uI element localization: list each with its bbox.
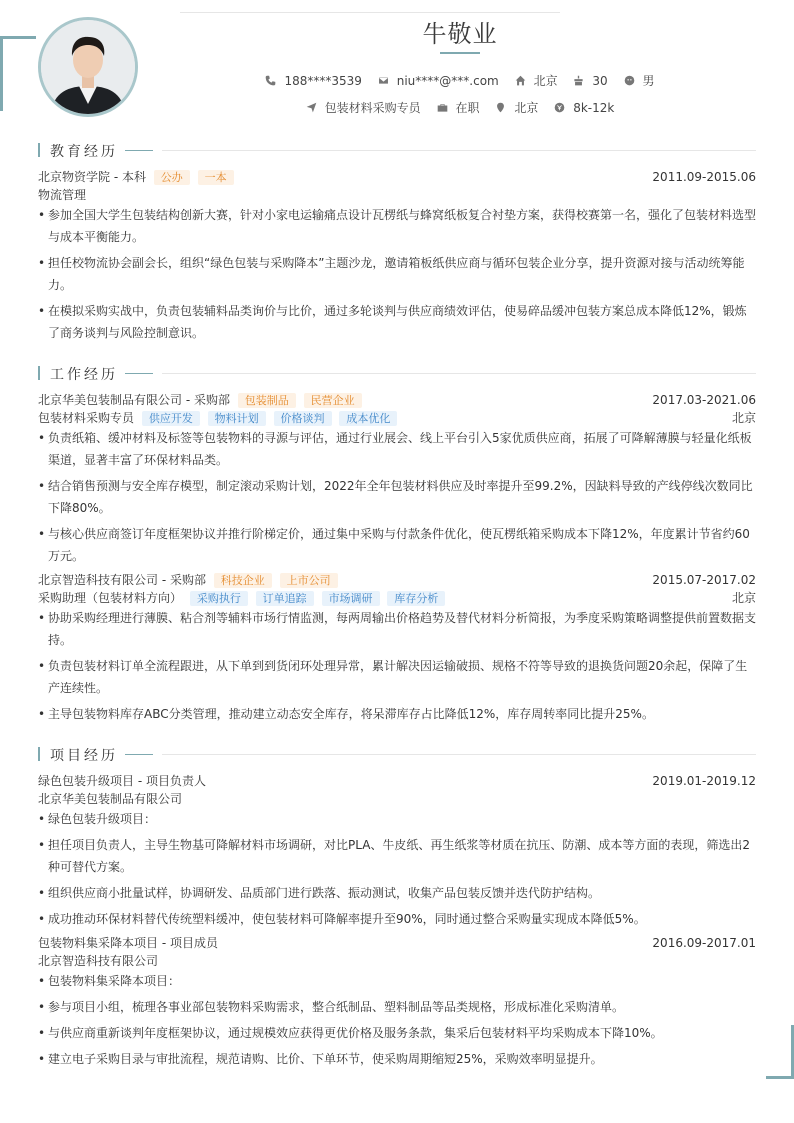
salary-item bbox=[554, 101, 614, 115]
job-period: 2015.07-2017.02 bbox=[652, 573, 756, 587]
section-title-text: 工作经历 bbox=[50, 367, 118, 383]
job-title: 包装材料采购专员 bbox=[38, 411, 135, 425]
section-work bbox=[38, 364, 756, 382]
list-item: • 组织供应商小批量试样，协调研发、品质部门进行跌落、振动测试，收集产品包装反馈并迭代防护结构。 bbox=[38, 882, 756, 904]
list-item: • 负责纸箱、缓冲材料及标签等包装物料的寻源与评估，通过行业展会、线上平台引入5家优质供应商，拓展了可降解薄膜与轻量化纸板渠道，显著丰富了环保材料品类。 bbox=[38, 427, 756, 471]
project-company: 北京智造科技有限公司 bbox=[38, 954, 159, 968]
section-rule bbox=[162, 150, 756, 151]
cake-icon bbox=[573, 75, 584, 86]
company-tag: 上市公司 bbox=[280, 573, 338, 588]
job-intent-row bbox=[0, 99, 794, 116]
phone-item bbox=[265, 74, 361, 88]
education-major: 物流管理 bbox=[38, 188, 87, 202]
list-item: • 与核心供应商签订年度框架协议并推行阶梯定价，通过集中采购与付款条件优化，使瓦楞纸箱采购成本下降12%，年度累计节省约60万元。 bbox=[38, 523, 756, 567]
list-item: • 建立电子采购目录与审批流程，规范请购、比价、下单环节，使采购周期缩短25%，采购效率明显提升。 bbox=[38, 1048, 756, 1070]
list-item: • 结合销售预测与安全库存模型，制定滚动采购计划，2022年全年包装材料供应及时率提升至99.2%，因缺料导致的产线停线次数同比下降80%。 bbox=[38, 475, 756, 519]
job-period: 2017.03-2021.06 bbox=[652, 393, 756, 407]
job-title-row bbox=[38, 410, 756, 427]
position-item bbox=[306, 99, 421, 116]
contact-info-row bbox=[0, 72, 794, 89]
school-name: 北京物资学院 - 本科 bbox=[38, 170, 146, 184]
city-item bbox=[515, 72, 558, 89]
list-item: • 参加全国大学生包装结构创新大赛，针对小家电运输痛点设计瓦楞纸与蜂窝纸板复合衬垫方案，获得校赛第一名，强化了包装材料选型与成本平衡能力。 bbox=[38, 204, 756, 248]
age-item bbox=[573, 74, 607, 88]
section-accent-line bbox=[125, 754, 153, 755]
project-period: 2019.01-2019.12 bbox=[652, 774, 756, 788]
section-projects bbox=[38, 745, 756, 763]
status-item bbox=[437, 99, 480, 116]
job-header bbox=[38, 392, 756, 409]
gender-icon bbox=[624, 75, 635, 86]
list-item: • 协助采购经理进行薄膜、粘合剂等辅料市场行情监测，每两周输出价格趋势及替代材料分析简报，为季度采购策略调整提供前置数据支持。 bbox=[38, 607, 756, 651]
section-accent-line bbox=[125, 150, 153, 151]
job-location: 北京 bbox=[731, 591, 756, 605]
city-text: 北京 bbox=[533, 74, 558, 88]
mail-icon bbox=[378, 75, 389, 86]
list-item: • 成功推动环保材料替代传统塑料缓冲，使包装材料可降解率提升至90%，同时通过整合采购量实现成本降低5%。 bbox=[38, 908, 756, 930]
job-title: 采购助理（包装材料方向） bbox=[38, 591, 183, 605]
project-name: 绿色包装升级项目 - 项目负责人 bbox=[38, 774, 206, 788]
section-rule bbox=[162, 754, 756, 755]
company-name: 北京智造科技有限公司 - 采购部 bbox=[38, 573, 206, 587]
company-tag: 民营企业 bbox=[304, 393, 362, 408]
project-name: 包装物料集采降本项目 - 项目成员 bbox=[38, 936, 218, 950]
gender-item bbox=[624, 72, 655, 89]
phone-icon bbox=[265, 75, 276, 86]
phone-text: 188****3539 bbox=[284, 73, 362, 88]
job-header bbox=[38, 572, 756, 589]
list-item: • 担任校物流协会副会长，组织“绿色包装与采购降本”主题沙龙，邀请箱板纸供应商与循环包装企业分享，提升资源对接与活动统筹能力。 bbox=[38, 252, 756, 296]
section-bar bbox=[38, 366, 40, 380]
skill-tag: 物料计划 bbox=[208, 411, 266, 426]
money-icon bbox=[554, 102, 565, 113]
section-education bbox=[38, 141, 756, 159]
section-title-text: 项目经历 bbox=[50, 748, 118, 764]
company-tag: 科技企业 bbox=[214, 573, 272, 588]
salary-text: 8k-12k bbox=[573, 100, 615, 115]
target-city-text: 北京 bbox=[514, 101, 539, 115]
status-text: 在职 bbox=[455, 101, 480, 115]
skill-tag: 价格谈判 bbox=[274, 411, 332, 426]
job-title-row bbox=[38, 590, 756, 607]
list-item: • 绿色包装升级项目： bbox=[38, 808, 756, 830]
email-text: niu****@***.com bbox=[396, 73, 499, 88]
job-location: 北京 bbox=[731, 411, 756, 425]
project-company: 北京华美包装制品有限公司 bbox=[38, 792, 183, 806]
section-bar bbox=[38, 747, 40, 761]
send-icon bbox=[306, 102, 317, 113]
skill-tag: 采购执行 bbox=[190, 591, 248, 606]
location-icon bbox=[495, 102, 506, 113]
school-tag: 公办 bbox=[154, 170, 190, 185]
email-item bbox=[378, 74, 499, 88]
section-bar bbox=[38, 143, 40, 157]
briefcase-icon bbox=[437, 102, 448, 113]
list-item: • 参与项目小组，梳理各事业部包装物料采购需求，整合纸制品、塑料制品等品类规格，形成标准化采购清单。 bbox=[38, 996, 756, 1018]
project-header bbox=[38, 773, 756, 790]
name-underline bbox=[440, 52, 480, 54]
corner-decoration-bottom-right bbox=[766, 1025, 794, 1079]
skill-tag: 供应开发 bbox=[142, 411, 200, 426]
education-header bbox=[38, 169, 756, 186]
project-header bbox=[38, 935, 756, 952]
skill-tag: 库存分析 bbox=[387, 591, 445, 606]
list-item: • 包装物料集采降本项目： bbox=[38, 970, 756, 992]
target-city-item bbox=[495, 99, 538, 116]
home-icon bbox=[515, 75, 526, 86]
list-item: • 担任项目负责人，主导生物基可降解材料市场调研，对比PLA、牛皮纸、再生纸浆等材质在抗压、防潮、成本等方面的表现，筛选出2种可替代方案。 bbox=[38, 834, 756, 878]
candidate-name: 牛敬业 bbox=[422, 20, 498, 48]
list-item: • 主导包装物料库存ABC分类管理，推动建立动态安全库存，将呆滞库存占比降低12%，库存周转率同比提升25%。 bbox=[38, 703, 756, 725]
position-text: 包装材料采购专员 bbox=[324, 101, 421, 115]
skill-tag: 成本优化 bbox=[339, 411, 397, 426]
company-tag: 包装制品 bbox=[238, 393, 296, 408]
education-period: 2011.09-2015.06 bbox=[652, 170, 756, 184]
gender-text: 男 bbox=[642, 74, 655, 88]
company-name: 北京华美包装制品有限公司 - 采购部 bbox=[38, 393, 230, 407]
school-tag: 一本 bbox=[198, 170, 234, 185]
list-item: • 在模拟采购实战中，负责包装辅料品类询价与比价，通过多轮谈判与供应商绩效评估，使易碎品缓冲包装方案总成本降低12%，锻炼了商务谈判与风险控制意识。 bbox=[38, 300, 756, 344]
age-text: 30 bbox=[592, 73, 608, 88]
top-divider bbox=[180, 12, 560, 13]
section-accent-line bbox=[125, 373, 153, 374]
project-period: 2016.09-2017.01 bbox=[652, 936, 756, 950]
section-rule bbox=[162, 373, 756, 374]
skill-tag: 市场调研 bbox=[322, 591, 380, 606]
list-item: • 与供应商重新谈判年度框架协议，通过规模效应获得更优价格及服务条款，集采后包装材料平均采购成本下降10%。 bbox=[38, 1022, 756, 1044]
list-item: • 负责包装材料订单全流程跟进，从下单到到货闭环处理异常，累计解决因运输破损、规格不符等导致的退换货问题20余起，保障了生产连续性。 bbox=[38, 655, 756, 699]
skill-tag: 订单追踪 bbox=[256, 591, 314, 606]
section-title-text: 教育经历 bbox=[50, 144, 118, 160]
